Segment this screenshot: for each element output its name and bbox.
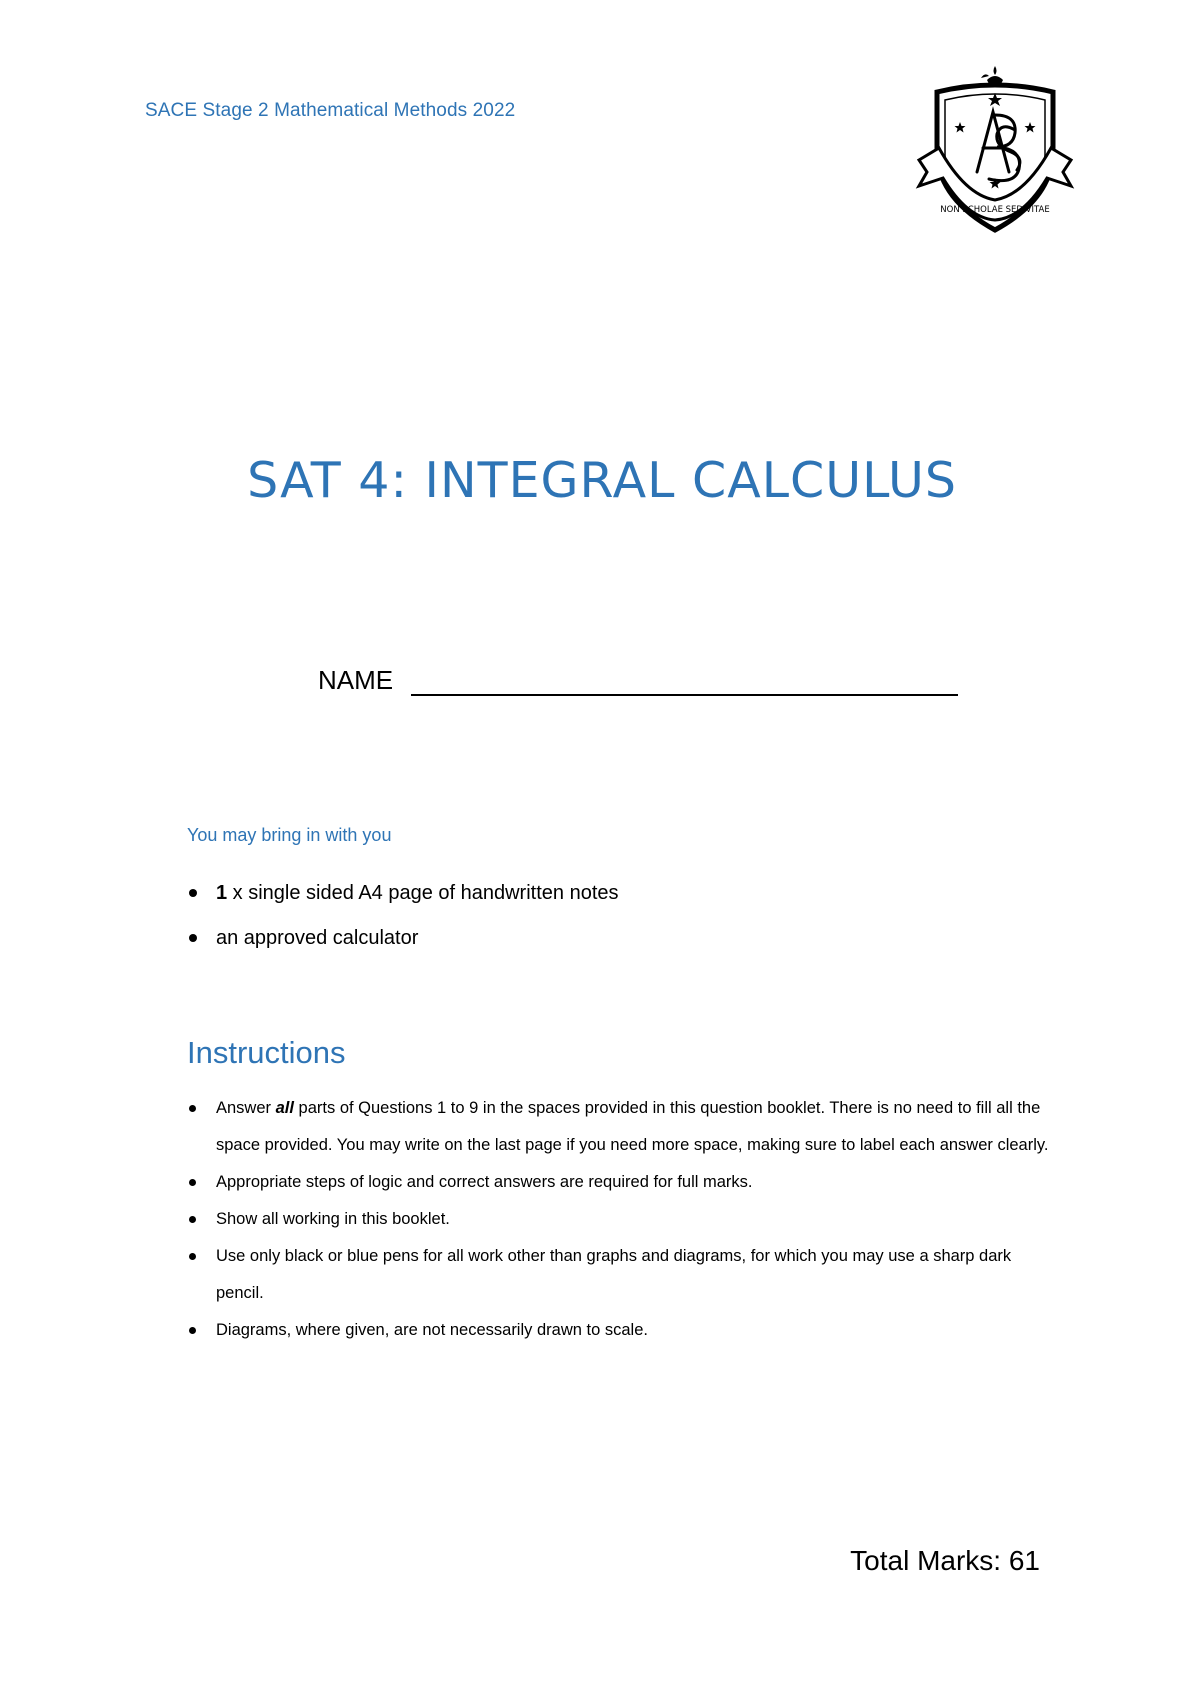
bring-label: You may bring in with you	[187, 825, 392, 845]
bring-list	[187, 880, 619, 970]
instruction-text: parts of Questions 1 to 9 in the spaces provided in this question booklet. There is no need to fill all the space provided. You may write on the last page if you need more space, making sure to label each answer clearly.	[216, 1099, 1049, 1154]
name-line	[411, 666, 958, 696]
instruction-text: Diagrams, where given, are not necessarily drawn to scale.	[216, 1321, 648, 1339]
list-item	[187, 1164, 1057, 1201]
name-label: NAME	[318, 665, 394, 695]
instructions-list	[187, 1090, 1057, 1349]
list-item	[187, 880, 619, 925]
instructions-heading: Instructions	[187, 1035, 346, 1070]
instruction-text: Appropriate steps of logic and correct answers are required for full marks.	[216, 1173, 753, 1191]
crest-motto: NON SCHOLAE SED VITAE	[940, 205, 1050, 215]
list-item	[187, 925, 619, 970]
instruction-emphasis: all	[275, 1099, 294, 1117]
list-item	[187, 1238, 1057, 1312]
instruction-text: Show all working in this booklet.	[216, 1210, 450, 1228]
total-marks: Total Marks: 61	[850, 1545, 1040, 1576]
title-text: SAT 4: INTEGRAL CALCULUS	[247, 452, 957, 509]
bring-item-bold: 1	[216, 882, 228, 904]
bring-item-text: x single sided A4 page of handwritten notes	[227, 882, 619, 904]
document-title	[0, 452, 1200, 509]
list-item	[187, 1201, 1057, 1238]
instruction-text: Answer	[216, 1099, 276, 1117]
list-item	[187, 1090, 1057, 1164]
instruction-text: Use only black or blue pens for all work other than graphs and diagrams, for which you may use a sharp dark pencil.	[216, 1247, 1012, 1302]
bring-item-text: an approved calculator	[216, 927, 419, 949]
list-item	[187, 1312, 1057, 1349]
school-crest-logo	[915, 60, 1075, 245]
name-field	[318, 665, 958, 696]
course-header: SACE Stage 2 Mathematical Methods 2022	[145, 100, 516, 121]
